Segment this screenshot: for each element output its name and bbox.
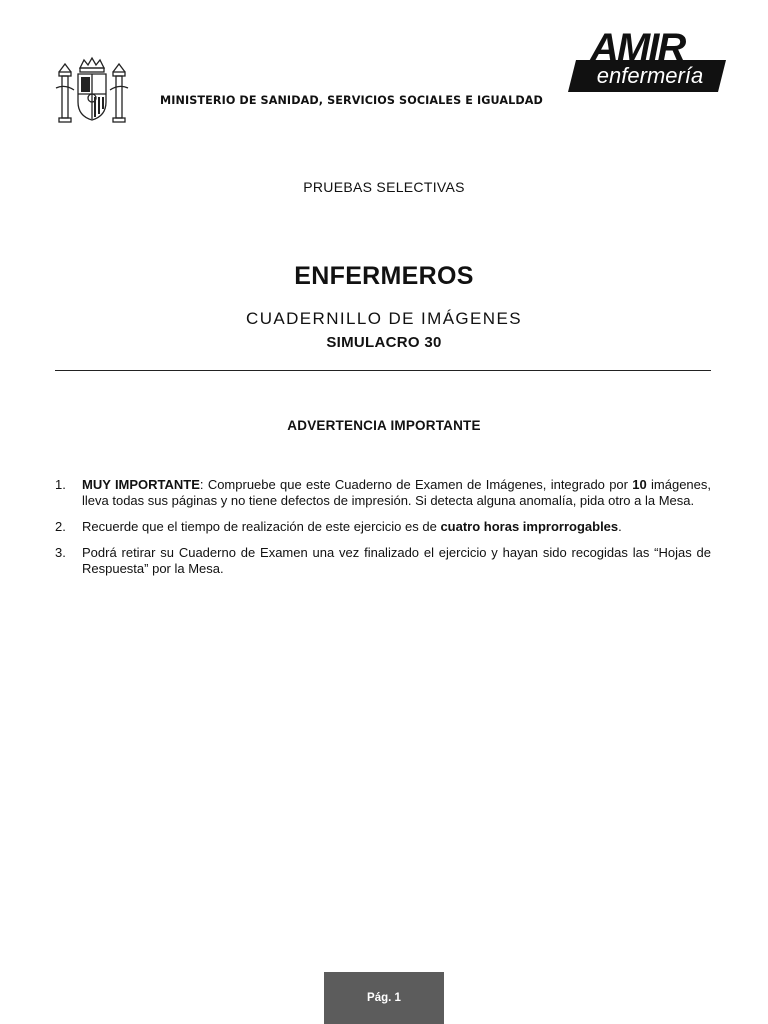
coat-of-arms-icon	[54, 54, 130, 130]
page-number: Pág. 1	[324, 972, 444, 1024]
list-item	[55, 519, 711, 535]
item-text	[82, 519, 711, 535]
item-text-part: .	[618, 519, 622, 534]
booklet-subtitle: CUADERNILLO DE IMÁGENES	[246, 309, 522, 328]
item-text-part: Recuerde que el tiempo de realización de este ejercicio es de	[82, 519, 441, 534]
instructions-list	[55, 477, 711, 587]
divider	[55, 370, 711, 371]
item-text	[82, 477, 711, 509]
item-number: 1.	[55, 477, 66, 492]
item-text-part: : Compruebe que este Cuaderno de Examen de Imágenes, integrado por	[199, 477, 633, 492]
list-item	[55, 477, 711, 509]
ministry-name: MINISTERIO DE SANIDAD, SERVICIOS SOCIALES E IGUALDAD	[160, 94, 543, 107]
item-text-part: imágenes, lleva todas sus páginas y no tiene defectos de impresión. Si detecta alguna anomalía, pida otro a la Mesa.	[82, 477, 711, 508]
image-count: 10	[632, 477, 647, 492]
item-number: 2.	[55, 519, 66, 534]
page-title: ENFERMEROS	[294, 262, 474, 290]
item-emphasis: MUY IMPORTANTE	[82, 477, 200, 492]
warning-heading: ADVERTENCIA IMPORTANTE	[287, 418, 481, 433]
amir-logo	[568, 26, 724, 96]
logo-amir-text: AMIR	[590, 26, 685, 70]
item-number: 3.	[55, 545, 66, 560]
item-text: Podrá retirar su Cuaderno de Examen una vez finalizado el ejercicio y hayan sido recogidas las “Hojas de Respuesta” por la Mesa.	[82, 545, 711, 576]
list-item	[55, 545, 711, 577]
simulacro-number: SIMULACRO 30	[326, 334, 442, 351]
item-emphasis: cuatro horas improrrogables	[440, 519, 619, 534]
logo-enfermeria-text: enfermería	[596, 63, 704, 88]
pruebas-selectivas-heading: PRUEBAS SELECTIVAS	[303, 179, 465, 195]
